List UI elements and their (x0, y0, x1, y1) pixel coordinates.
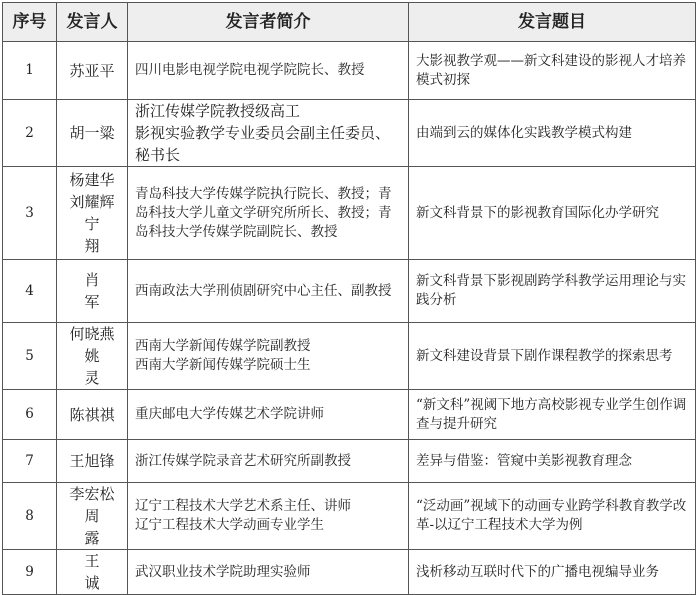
speech-topic (409, 390, 696, 440)
speaker-names (57, 483, 128, 550)
speaker-name: 王诚 (84, 552, 113, 592)
speaker-bio (128, 483, 409, 550)
topic-line: “泛动画”视域下的动画专业跨学科教育教学改革-以辽宁工程技术大学为例 (416, 498, 687, 533)
table-row (3, 390, 696, 440)
row-index: 7 (3, 440, 57, 483)
bio-line: 浙江传媒学院录音艺术研究所副教授 (135, 452, 351, 469)
bio-line: 青岛科技大学传媒学院执行院长、教授；青岛科技大学儿童文学研究所所长、教授；青岛科技大学传媒学院副院长、教授 (135, 185, 392, 240)
speaker-names (57, 42, 128, 100)
header-bio: 发言者简介 (128, 3, 409, 42)
speaker-names (57, 100, 128, 167)
speech-topic (409, 167, 696, 260)
header-index: 序号 (3, 3, 57, 42)
speaker-bio (128, 167, 409, 260)
speaker-name: 杨建华 (69, 171, 115, 189)
table-row (3, 260, 696, 323)
row-index: 1 (3, 42, 57, 100)
speaker-name: 刘耀辉 (69, 193, 115, 211)
row-index: 4 (3, 260, 57, 323)
topic-line: 浅析移动互联时代下的广播电视编导业务 (416, 563, 659, 580)
speaker-name: 苏亚平 (69, 61, 115, 80)
speaker-name: 周露 (84, 507, 113, 547)
table-row (3, 550, 696, 595)
speech-topic (409, 440, 696, 483)
row-index: 6 (3, 390, 57, 440)
speech-topic (409, 550, 696, 595)
speaker-names (57, 260, 128, 323)
speech-topic (409, 260, 696, 323)
speaker-name: 王旭锋 (69, 452, 115, 470)
speech-topic (409, 42, 696, 100)
row-index: 2 (3, 100, 57, 167)
speaker-table (2, 2, 696, 595)
speaker-bio (128, 390, 409, 440)
speaker-names (57, 440, 128, 483)
table-row (3, 483, 696, 550)
row-index: 5 (3, 323, 57, 390)
speaker-name: 宁翔 (84, 215, 113, 255)
table-row (3, 167, 696, 260)
topic-line: 大影视教学观——新文科建设的影视人才培养模式初探 (416, 52, 686, 88)
speaker-names (57, 390, 128, 440)
topic-line: 新文科建设背景下剧作课程教学的探索思考 (416, 347, 673, 364)
row-index: 3 (3, 167, 57, 260)
speaker-name: 胡一粱 (69, 124, 115, 142)
topic-line: 新文科背景下的影视教育国际化办学研究 (416, 204, 659, 221)
bio-line: 浙江传媒学院教授级高工 (135, 102, 301, 120)
bio-line: 辽宁工程技术大学动画专业学生 (135, 517, 324, 533)
topic-line: 由端到云的媒体化实践教学模式构建 (416, 124, 632, 141)
speaker-name: 陈祺祺 (69, 405, 115, 424)
bio-line: 西南政法大学刑侦剧研究中心主任、副教授 (135, 282, 392, 299)
table-body (3, 42, 696, 595)
table-row (3, 323, 696, 390)
speaker-name: 何晓燕 (69, 325, 115, 343)
speaker-names (57, 550, 128, 595)
topic-line: “新文科”视阈下地方高校影视专业学生创作调查与提升研究 (416, 396, 687, 432)
speaker-bio (128, 323, 409, 390)
topic-line: 差异与借鉴：管窥中美影视教育理念 (416, 452, 632, 469)
table-row (3, 100, 696, 167)
speaker-names (57, 323, 128, 390)
header-speaker: 发言人 (57, 3, 128, 42)
speaker-bio (128, 260, 409, 323)
bio-line: 西南大学新闻传媒学院副教授 (135, 338, 311, 354)
speaker-names (57, 167, 128, 260)
speaker-name: 姚灵 (84, 347, 113, 387)
bio-line: 重庆邮电大学传媒艺术学院讲师 (135, 406, 324, 422)
speaker-name: 李宏松 (69, 485, 115, 503)
speaker-bio (128, 42, 409, 100)
speech-topic (409, 100, 696, 167)
speaker-bio (128, 550, 409, 595)
speech-topic (409, 323, 696, 390)
speech-topic (409, 483, 696, 550)
row-index: 9 (3, 550, 57, 595)
speaker-name: 肖军 (84, 271, 113, 311)
row-index: 8 (3, 483, 57, 550)
bio-line: 四川电影电视学院电视学院院长、教授 (135, 62, 365, 78)
table-row (3, 42, 696, 100)
bio-line: 影视实验教学专业委员会副主任委员、秘书长 (135, 124, 391, 164)
bio-line: 西南大学新闻传媒学院硕士生 (135, 357, 311, 373)
topic-line: 新文科背景下影视剧跨学科教学运用理论与实践分析 (416, 273, 686, 308)
table-row (3, 440, 696, 483)
header-row (3, 3, 696, 42)
speaker-bio (128, 440, 409, 483)
header-topic: 发言题目 (409, 3, 696, 42)
bio-line: 辽宁工程技术大学艺术系主任、讲师 (135, 498, 351, 514)
bio-line: 武汉职业技术学院助理实验师 (135, 563, 311, 580)
speaker-bio (128, 100, 409, 167)
